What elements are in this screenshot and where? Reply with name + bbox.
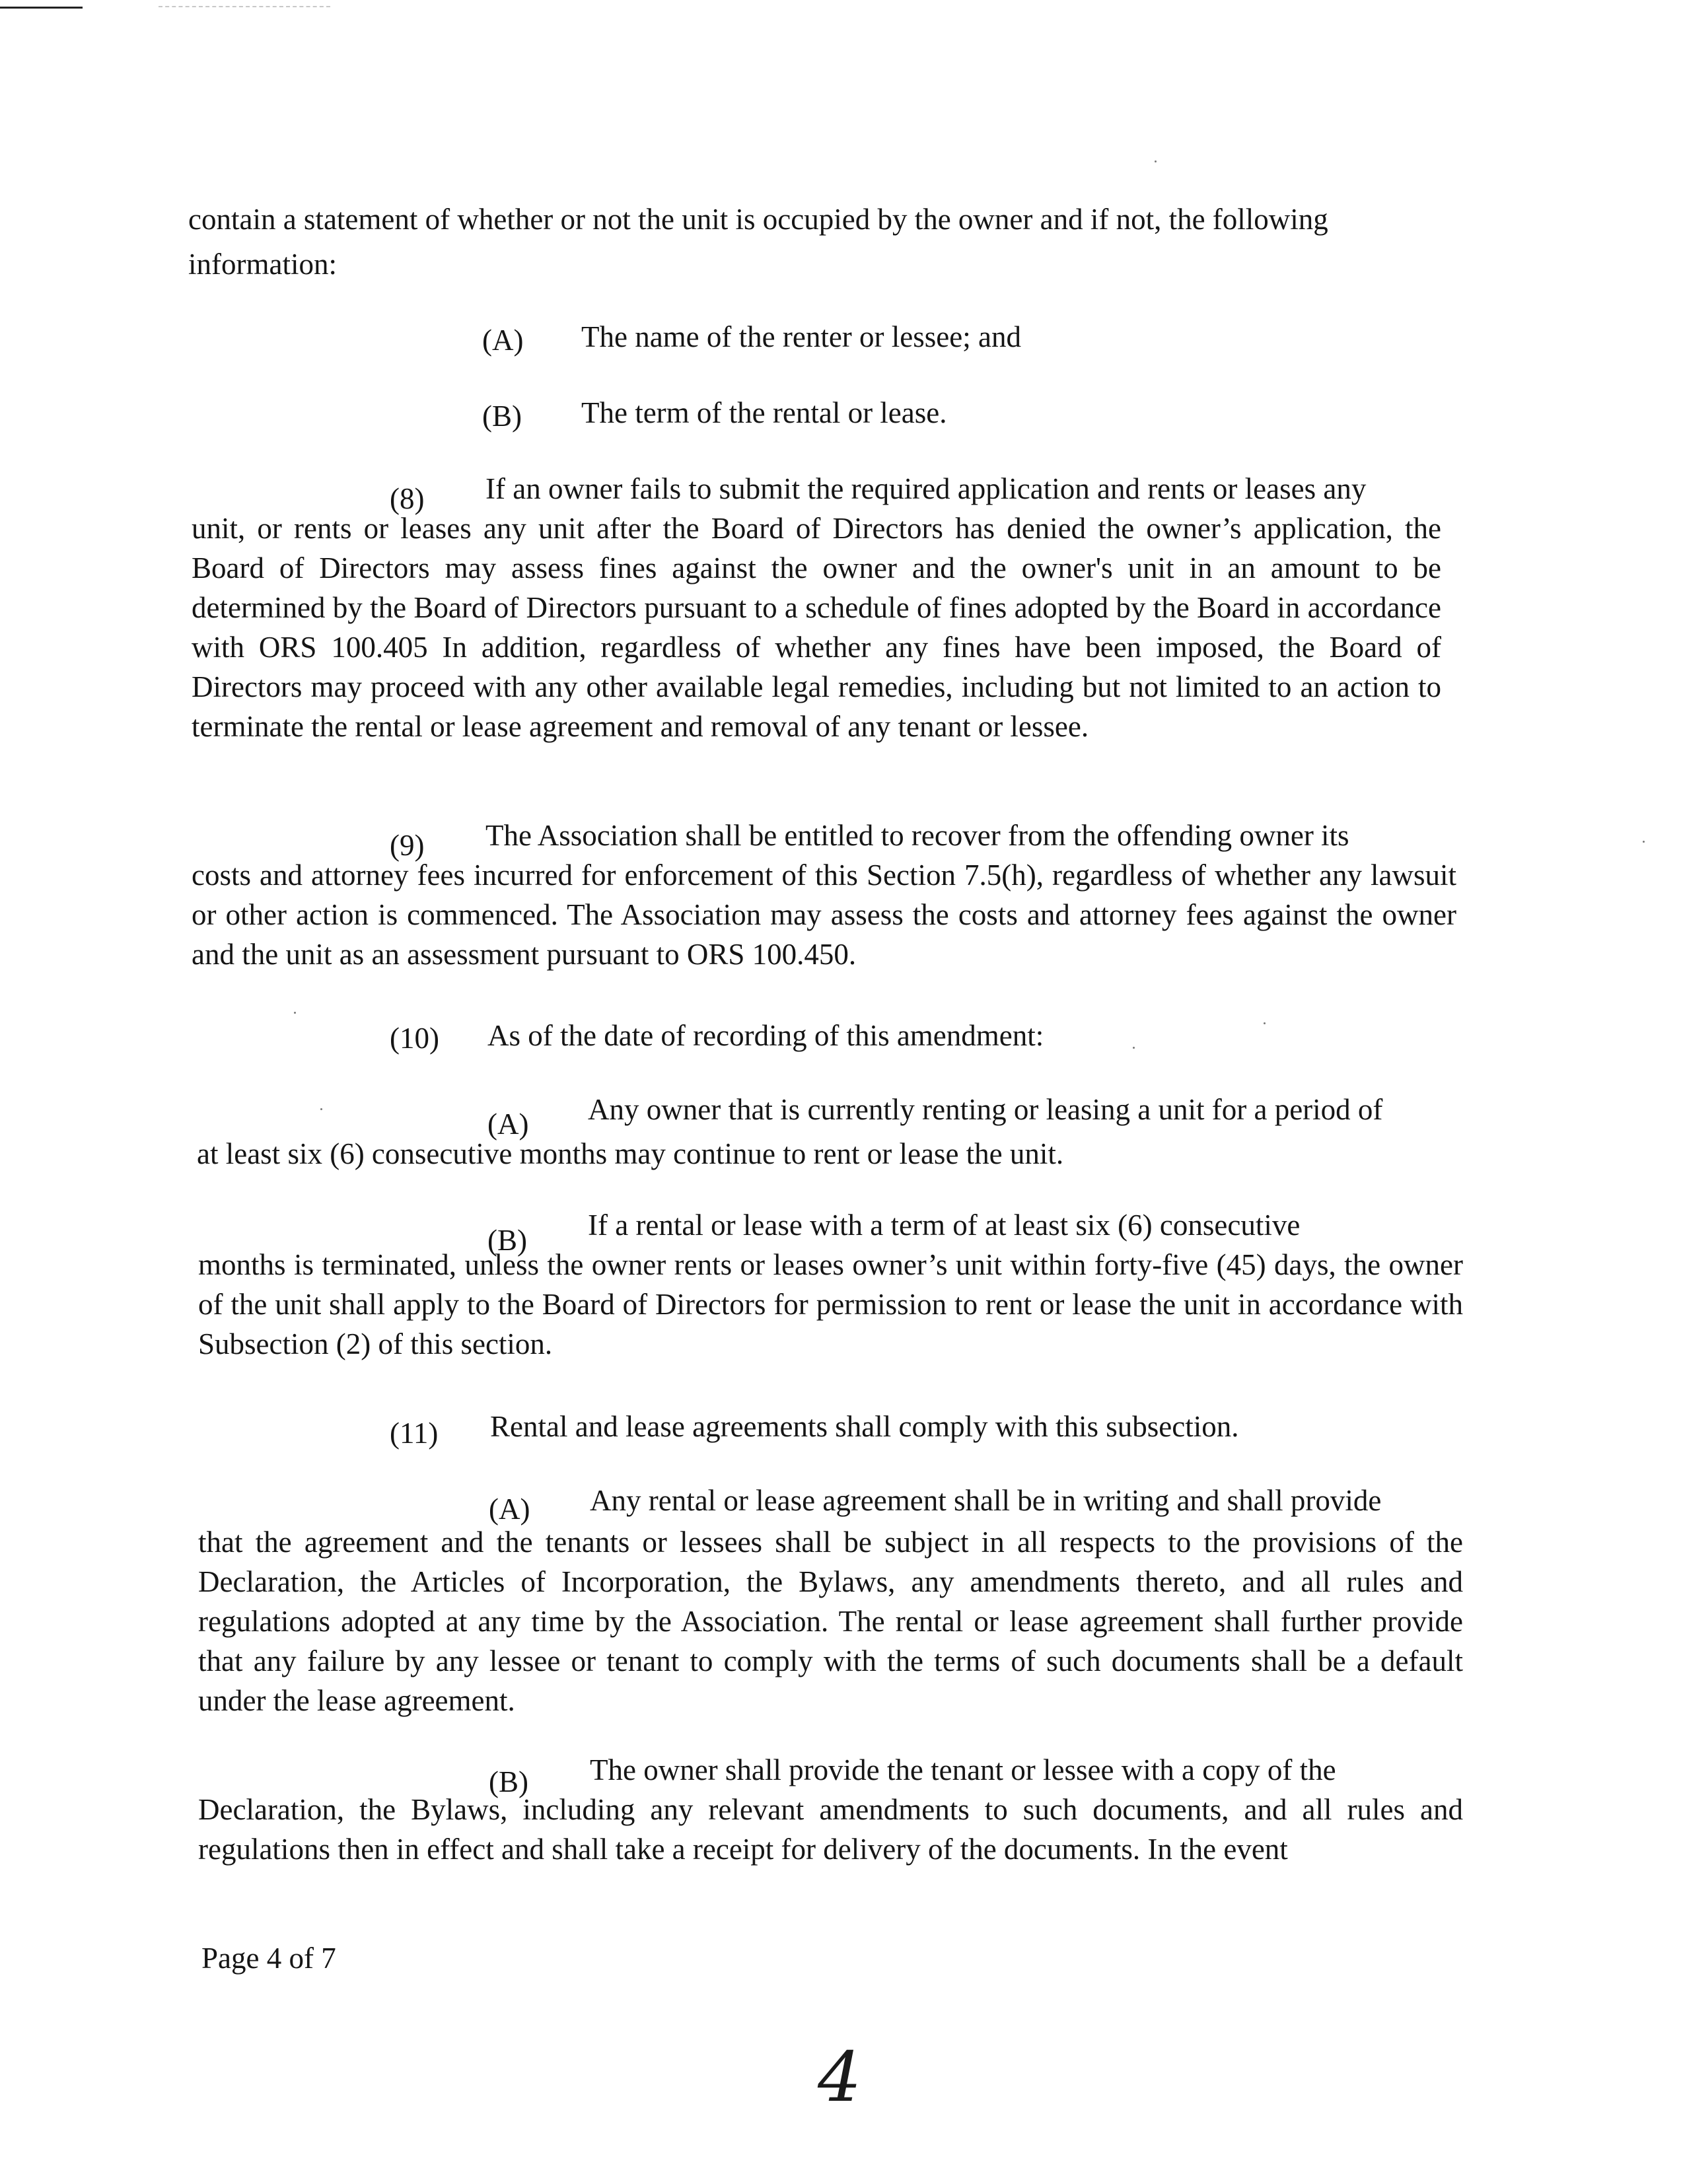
paragraph-10b-label: (B) <box>487 1224 527 1257</box>
paragraph-11b-label: (B) <box>489 1765 528 1798</box>
paragraph-10-text: As of the date of recording of this amendment: <box>487 1019 1044 1052</box>
handwritten-page-number: 4 <box>818 2037 862 2117</box>
paragraph-10a-first-line: Any owner that is currently renting or leasing a unit for a period of <box>588 1093 1383 1126</box>
scan-speck <box>1133 1047 1135 1049</box>
intro-line-2: information: <box>188 248 337 281</box>
paragraph-10a-body: at least six (6) consecutive months may continue to rent or lease the unit. <box>197 1137 1064 1170</box>
list-item-a-label: (A) <box>482 324 524 357</box>
paragraph-11a-body: that the agreement and the tenants or lessees shall be subject in all respects to the provisions of the Declaration, the Articles of Incorporation, the Bylaws, any amendments thereto, and all rules and regulations adopted at any time by the Association. The rental or lease agreement shall further provide that any failure by any lessee or tenant to comply with the terms of such documents shall be a default under the lease agreement. <box>198 1526 1463 1717</box>
scan-speck <box>1155 160 1157 162</box>
paragraph-8-body: unit, or rents or leases any unit after the Board of Directors has denied the owner’s application, the Board of Directors may assess fines against the owner and the owner's unit in an amount to be determined by the Board of Directors pursuant to a schedule of fines adopted by the Board in accordance with ORS 100.405 In addition, regardless of whether any fines have been imposed, the Board of Directors may proceed with any other available legal remedies, including but not limited to an action to terminate the rental or lease agreement and removal of any tenant or lessee. <box>192 512 1441 743</box>
paragraph-11a-first-line: Any rental or lease agreement shall be in writing and shall provide <box>590 1484 1382 1517</box>
scan-speck <box>1643 841 1645 843</box>
intro-line-1: contain a statement of whether or not the unit is occupied by the owner and if not, the following <box>188 203 1328 236</box>
scan-speck <box>1264 1022 1266 1024</box>
scan-speck <box>294 1012 296 1014</box>
paragraph-9-first-line: The Association shall be entitled to recover from the offending owner its <box>485 819 1349 852</box>
paragraph-11b-first-line: The owner shall provide the tenant or lessee with a copy of the <box>590 1753 1336 1786</box>
list-item-a-text: The name of the renter or lessee; and <box>581 320 1021 353</box>
paragraph-9-label: (9) <box>390 829 425 862</box>
scan-speck <box>320 1108 322 1110</box>
paragraph-10-label: (10) <box>390 1022 439 1055</box>
paragraph-9-body: costs and attorney fees incurred for enforcement of this Section 7.5(h), regardless of whether any lawsuit or other action is commenced. The Association may assess the costs and attorney fees against the owner and the unit as an assessment pursuant to ORS 100.450. <box>192 859 1456 971</box>
paragraph-8-first-line: If an owner fails to submit the required application and rents or leases any <box>485 472 1367 505</box>
paragraph-10b-first-line: If a rental or lease with a term of at least six (6) consecutive <box>588 1209 1301 1242</box>
paragraph-11a-label: (A) <box>489 1493 530 1526</box>
paragraph-8-label: (8) <box>390 482 425 515</box>
paragraph-11-text: Rental and lease agreements shall comply with this subsection. <box>490 1410 1239 1443</box>
paragraph-11-label: (11) <box>390 1417 439 1450</box>
scan-mark-dashes <box>159 6 330 7</box>
list-item-b-label: (B) <box>482 400 522 433</box>
paragraph-11b-body: Declaration, the Bylaws, including any relevant amendments to such documents, and all rules and regulations then in effect and shall take a receipt for delivery of the documents. In the event <box>198 1793 1463 1866</box>
paragraph-10b-body: months is terminated, unless the owner rents or leases owner’s unit within forty-five (45) days, the owner of the unit shall apply to the Board of Directors for permission to rent or lease the unit in accordance with Subsection (2) of this section. <box>198 1248 1463 1360</box>
scan-mark-line <box>0 7 83 9</box>
page-footer: Page 4 of 7 <box>201 1942 336 1975</box>
list-item-b-text: The term of the rental or lease. <box>581 396 947 429</box>
paragraph-10a-label: (A) <box>487 1108 529 1141</box>
